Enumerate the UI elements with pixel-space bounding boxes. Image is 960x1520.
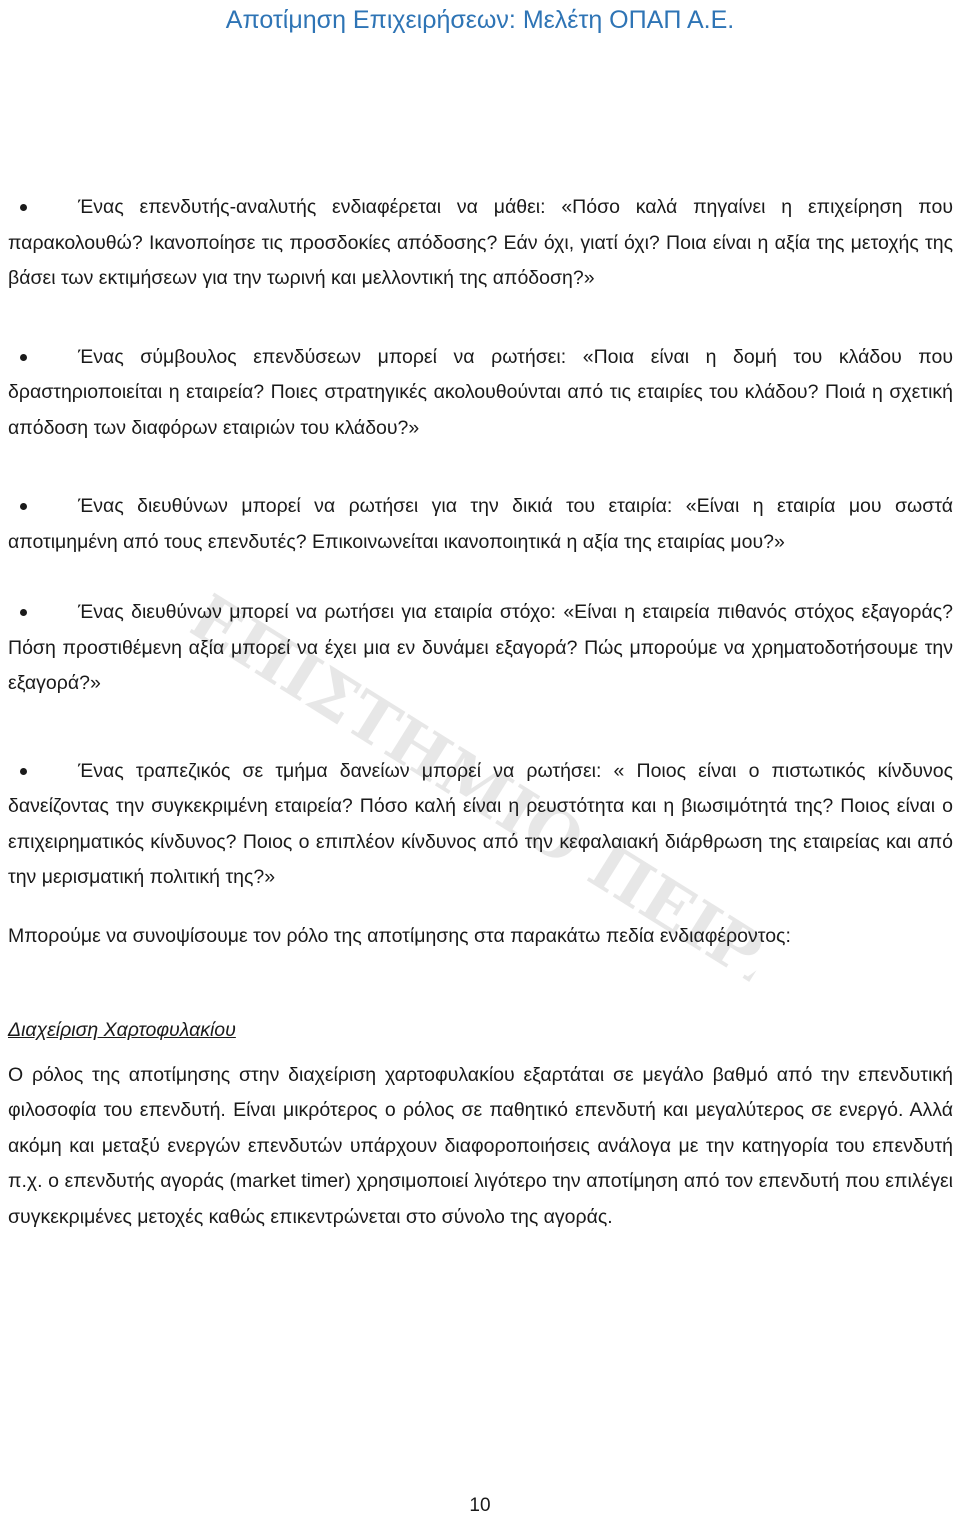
document-body <box>8 190 953 1235</box>
bullet-dot-icon <box>20 204 27 211</box>
bullet-dot-icon <box>20 609 27 616</box>
bullet-text: Ένας διευθύνων μπορεί να ρωτήσει για εταιρία στόχο: «Είναι η εταιρεία πιθανός στόχος εξαγοράς? Πόση προστιθέμενη αξία μπορεί να έχει μια εν δυνάμει εξαγορά? Πώς μπορούμε να χρηματοδοτήσουμε την εξαγορά?» <box>8 601 953 694</box>
bullet-dot-icon <box>20 354 27 361</box>
section-body: Ο ρόλος της αποτίμησης στην διαχείριση χαρτοφυλακίου εξαρτάται σε μεγάλο βαθμό από την επενδυτική φιλοσοφία του επενδυτή. Είναι μικρότερος ο ρόλος σε παθητικό επενδυτή και μεγαλύτερος σε ενεργό. Αλλά ακόμη και μεταξύ ενεργών επενδυτών υπάρχουν διαφοροποιήσεις ανάλογα με την κατηγορία του επενδυτή π.χ. ο επενδυτής αγοράς (market timer) χρησιμοποιεί λιγότερο την αποτίμηση από τον επενδυτή που επιλέγει συγκεκριμένες μετοχές καθώς επικεντρώνεται στο σύνολο της αγοράς. <box>8 1063 953 1228</box>
bullet-text: Ένας σύμβουλος επενδύσεων μπορεί να ρωτήσει: «Ποια είναι η δομή του κλάδου που δραστηριοποιείται η εταιρεία? Ποιες στρατηγικές ακολουθούνται από τις εταιρίες του κλάδου? Ποιά η σχετική απόδοση των διαφόρων εταιριών του κλάδου?» <box>8 345 953 439</box>
summary-paragraph: Μπορούμε να συνοψίσουμε τον ρόλο της αποτίμησης στα παρακάτω πεδία ενδιαφέροντος: <box>8 924 791 947</box>
page-number: 10 <box>469 1495 491 1516</box>
bullet-text: Ένας διευθύνων μπορεί να ρωτήσει για την δικιά του εταιρία: «Είναι η εταιρία μου σωστά αποτιμημένη από τους επενδυτές? Επικοινωνείται ικανοποιητικά η αξία της εταιρίας μου?» <box>8 495 953 553</box>
bullet-dot-icon <box>20 503 27 510</box>
watermark-text: ΠΑΝΕΠΙΣΤΗΜΙΟ ΠΕΙΡΑΙΩΣ <box>78 489 882 1088</box>
running-header: Αποτίμηση Επιχειρήσεων: Μελέτη ΟΠΑΠ Α.Ε. <box>225 6 735 34</box>
bullet-item-investor <box>8 190 953 297</box>
bullet-text: Ένας επενδυτής-αναλυτής ενδιαφέρεται να μάθει: «Πόσο καλά πηγαίνει η επιχείρηση που παρακολουθώ? Ικανοποίησε τις προσδοκίες απόδοσης? Εάν όχι, γιατί όχι? Ποια είναι η αξία της μετοχής της βάσει των εκτιμήσεων για την τωρινή και μελλοντική της απόδοση?» <box>8 196 953 289</box>
bullet-item-manager-target <box>8 595 953 702</box>
bullet-item-banker <box>8 754 953 896</box>
bullet-text: Ένας τραπεζικός σε τμήμα δανείων μπορεί να ρωτήσει: « Ποιος είναι ο πιστωτικός κίνδυνος δανείζοντας την συγκεκριμένη εταιρεία? Πόσο καλή είναι η ρευστότητα και η βιωσιμότητά της? Ποιος είναι ο επιχειρηματικός κίνδυνος? Ποιος ο επιπλέον κίνδυνος από την κεφαλαιακή διάρθρωση της εταιρείας και από την μερισματική πολιτική της?» <box>8 759 953 888</box>
section-heading: Διαχείριση Χαρτοφυλακίου <box>8 1019 236 1041</box>
bullet-item-manager-own <box>8 489 953 560</box>
bullet-dot-icon <box>20 768 27 775</box>
bullet-item-advisor <box>8 340 953 447</box>
